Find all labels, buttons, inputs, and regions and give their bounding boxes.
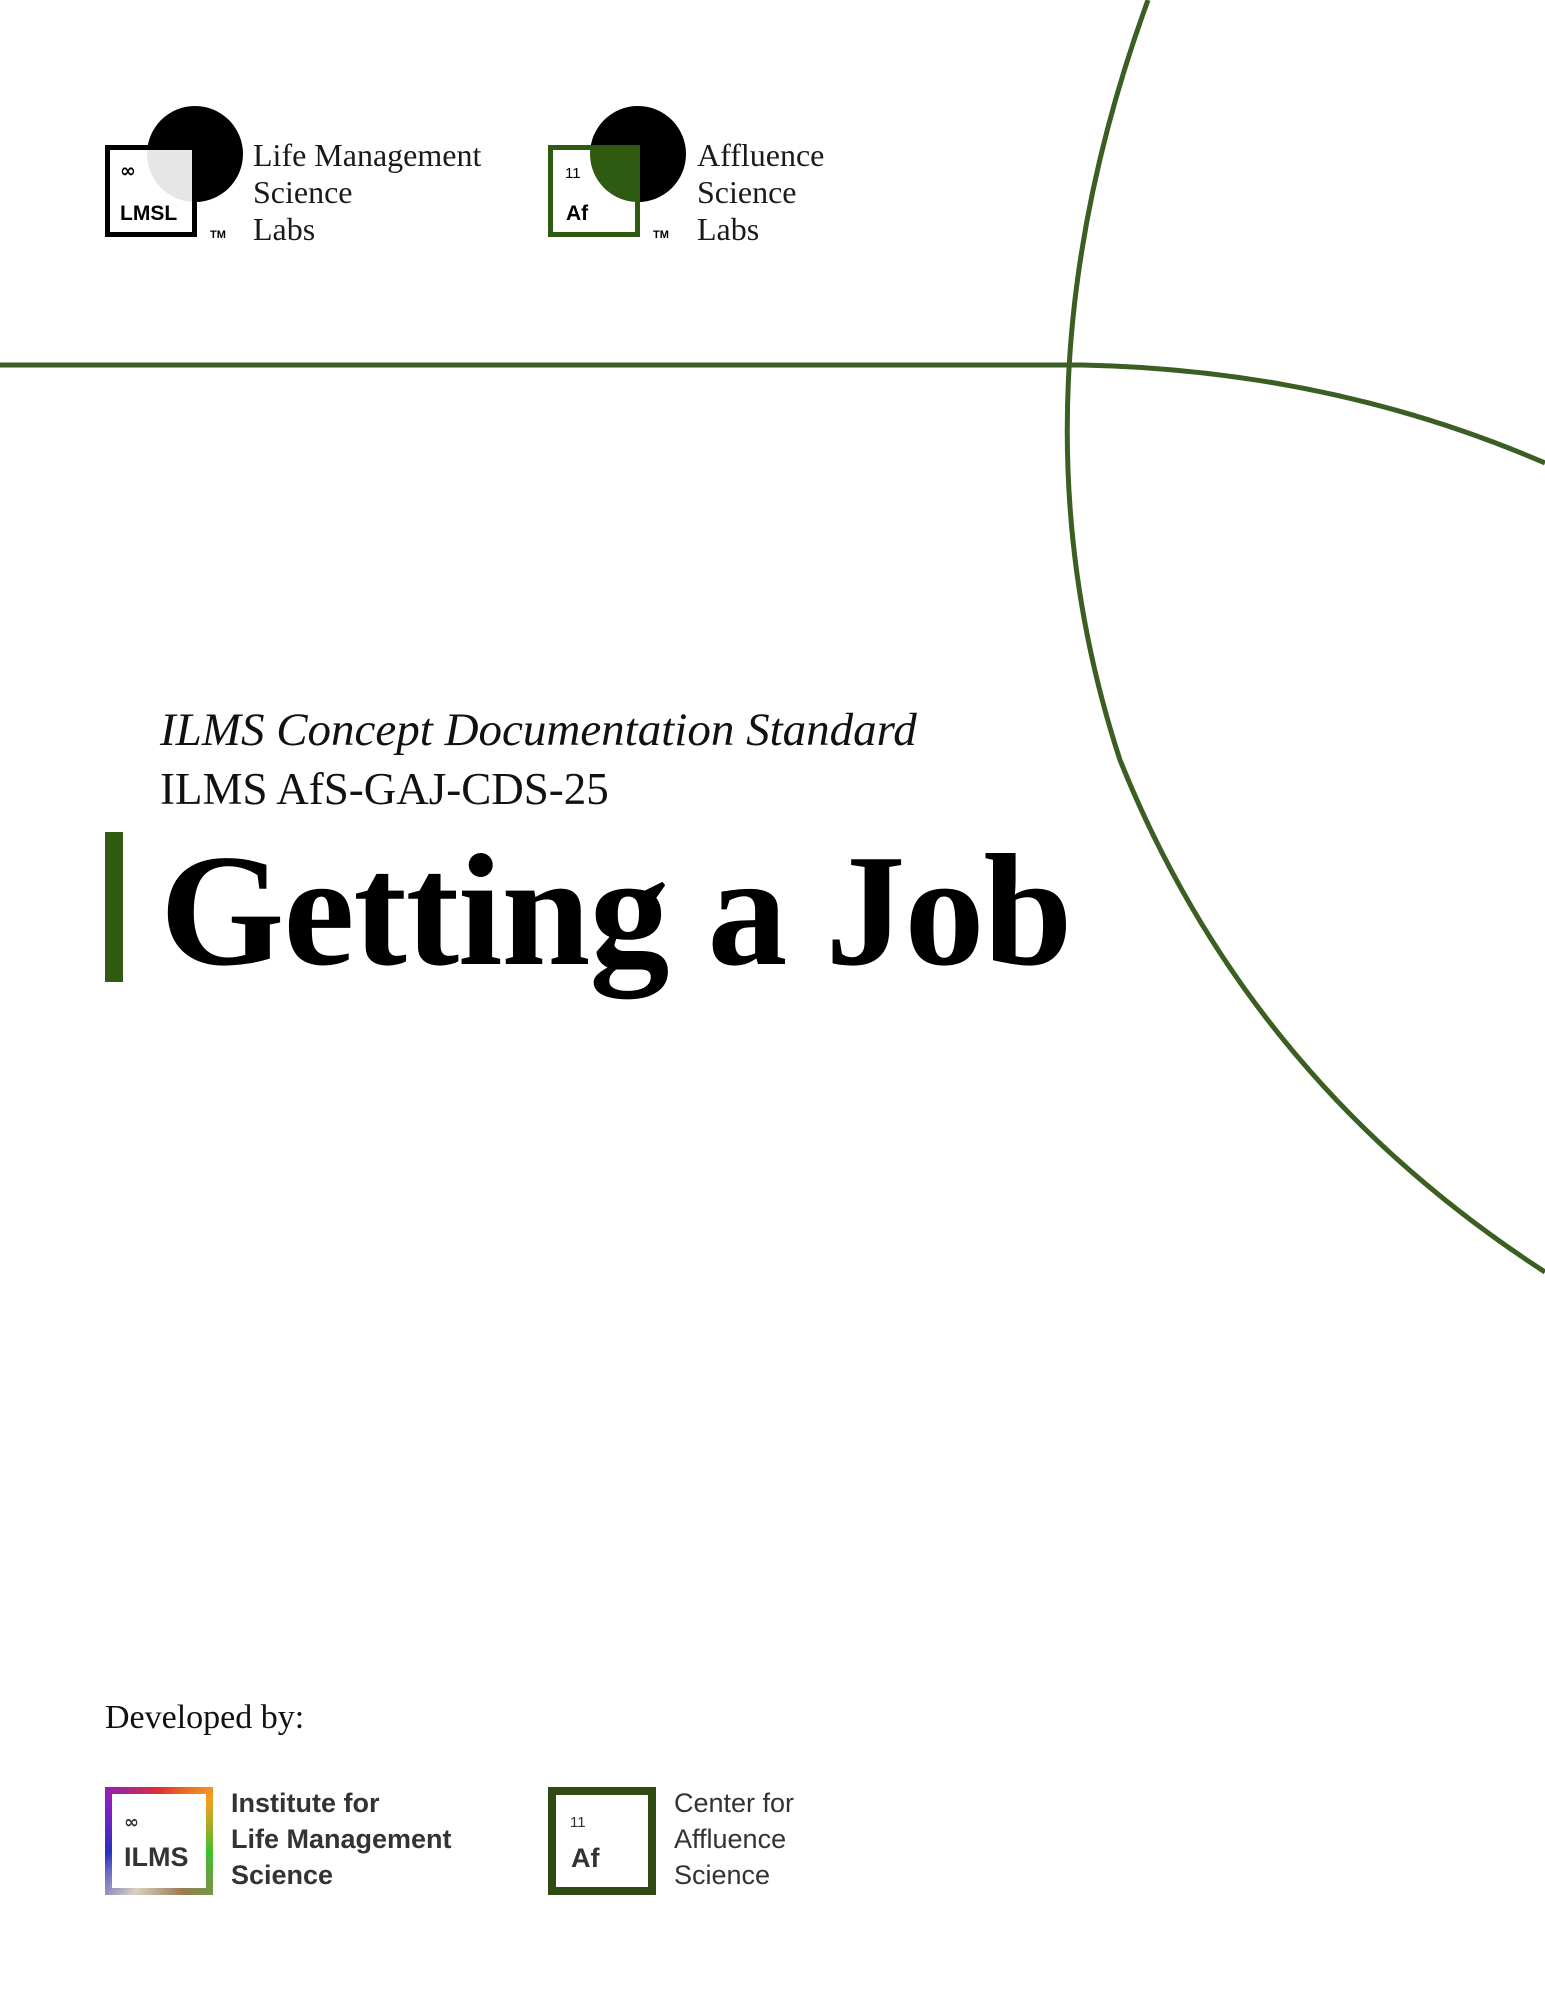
afs-logo xyxy=(548,100,948,250)
lmsl-logo xyxy=(105,100,525,250)
page-title: Getting a Job xyxy=(160,821,1072,999)
logo-abbreviation: Af xyxy=(566,202,589,225)
quarter-circle-icon xyxy=(147,145,197,202)
standard-name: ILMS Concept Documentation Standard xyxy=(160,704,917,756)
infinity-icon: ∞ xyxy=(124,1812,139,1833)
org-name-line: Affluence xyxy=(674,1824,787,1854)
logo-name-line: Science xyxy=(697,174,797,210)
org-name-line: Science xyxy=(231,1860,334,1890)
org-abbreviation: ILMS xyxy=(124,1842,189,1872)
logo-name-line: Affluence xyxy=(697,137,825,173)
infinity-icon: ∞ xyxy=(120,160,136,182)
logo-box xyxy=(105,145,197,237)
org-name-line: Institute for xyxy=(231,1788,380,1818)
logo-name xyxy=(697,137,824,248)
org-name-line: Center for xyxy=(674,1788,795,1818)
developed-by-label: Developed by: xyxy=(105,1699,305,1736)
caf-logo xyxy=(548,1787,948,1897)
org-name-line: Science xyxy=(674,1860,771,1890)
logo-name-line: Labs xyxy=(697,211,760,247)
trademark-mark: TM xyxy=(653,229,669,241)
document-code: ILMS AfS-GAJ-CDS-25 xyxy=(160,764,609,814)
element-number: 11 xyxy=(565,165,581,182)
logo-name-line: Life Management xyxy=(253,137,482,173)
org-name xyxy=(231,1785,452,1893)
title-accent-bar xyxy=(105,832,123,982)
rainbow-frame xyxy=(105,1787,213,1895)
small-arc xyxy=(1082,365,1545,463)
element-number: 11 xyxy=(570,1814,586,1831)
logo-box xyxy=(548,145,640,237)
org-abbreviation: Af xyxy=(571,1843,600,1873)
logo-name xyxy=(253,137,481,248)
trademark-mark: TM xyxy=(210,229,226,241)
org-box-inner xyxy=(112,1794,206,1888)
quarter-circle-icon xyxy=(590,145,640,202)
green-frame xyxy=(548,1787,656,1895)
ilms-logo xyxy=(105,1787,505,1897)
logo-name-line: Science xyxy=(253,174,353,210)
large-arc xyxy=(1067,0,1545,1272)
logo-name-line: Labs xyxy=(253,211,316,247)
logo-abbreviation: LMSL xyxy=(120,202,178,225)
org-name xyxy=(674,1785,794,1893)
org-name-line: Life Management xyxy=(231,1824,452,1854)
